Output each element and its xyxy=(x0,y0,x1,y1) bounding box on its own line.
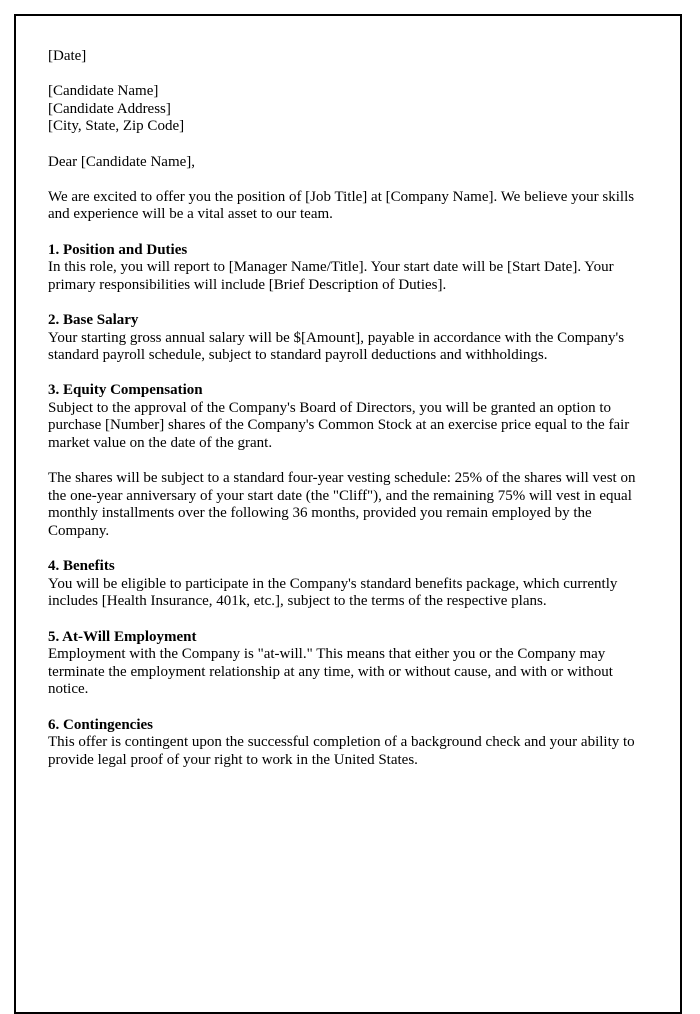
date-line: [Date] xyxy=(48,48,87,64)
letter-content xyxy=(16,16,680,769)
section-heading: 1. Position and Duties xyxy=(48,241,188,258)
section-paragraph: In this role, you will report to [Manager Name/Title]. Your start date will be [Start Date]. Your primary responsibilities will include [Brief Description of Duties]. xyxy=(48,259,614,293)
section-heading: 5. At-Will Employment xyxy=(48,628,197,645)
intro-paragraph: We are excited to offer you the position of [Job Title] at [Company Name]. We believe your skills and experience will be a vital asset to our team. xyxy=(48,188,635,223)
candidate-name-line: [Candidate Name] xyxy=(48,83,159,100)
city-state-zip-line: [City, State, Zip Code] xyxy=(48,118,185,135)
section-paragraph: This offer is contingent upon the successful completion of a background check and your ability to provide legal proof of your right to work in the United States. xyxy=(48,734,635,768)
section-base-salary xyxy=(48,312,648,365)
section-paragraph: Subject to the approval of the Company's Board of Directors, you will be granted an option to purchase [Number] shares of the Company's Common Stock at an exercise price equal to the fair market value on the date of the grant. xyxy=(48,399,630,452)
recipient-block xyxy=(48,83,648,136)
section-heading: 6. Contingencies xyxy=(48,716,153,733)
section-paragraph: The shares will be subject to a standard four-year vesting schedule: 25% of the shares will vest on the one-year anniversary of your start date (the "Cliff"), and the remaining 75% will vest in equal monthly installments over the following 36 months, provided you remain employed by the Company. xyxy=(48,470,636,540)
section-at-will-employment xyxy=(48,629,648,699)
section-heading: 2. Base Salary xyxy=(48,311,139,328)
salutation-line: Dear [Candidate Name], xyxy=(48,153,196,170)
section-equity-compensation xyxy=(48,382,648,540)
section-paragraph: Your starting gross annual salary will be $[Amount], payable in accordance with the Company's standard payroll schedule, subject to standard payroll deductions and withholdings. xyxy=(48,329,625,364)
section-heading: 3. Equity Compensation xyxy=(48,382,203,399)
section-contingencies xyxy=(48,717,648,770)
section-benefits xyxy=(48,558,648,611)
candidate-address-line: [Candidate Address] xyxy=(48,100,171,117)
letter-page xyxy=(14,14,682,1014)
section-position-and-duties xyxy=(48,242,648,295)
section-paragraph: You will be eligible to participate in the Company's standard benefits package, which currently includes [Health Insurance, 401k, etc.], subject to the terms of the respective plans. xyxy=(48,575,618,610)
section-paragraph: Employment with the Company is "at-will." This means that either you or the Company may terminate the employment relationship at any time, with or without cause, and with or without notice. xyxy=(48,646,613,698)
section-heading: 4. Benefits xyxy=(48,558,115,575)
